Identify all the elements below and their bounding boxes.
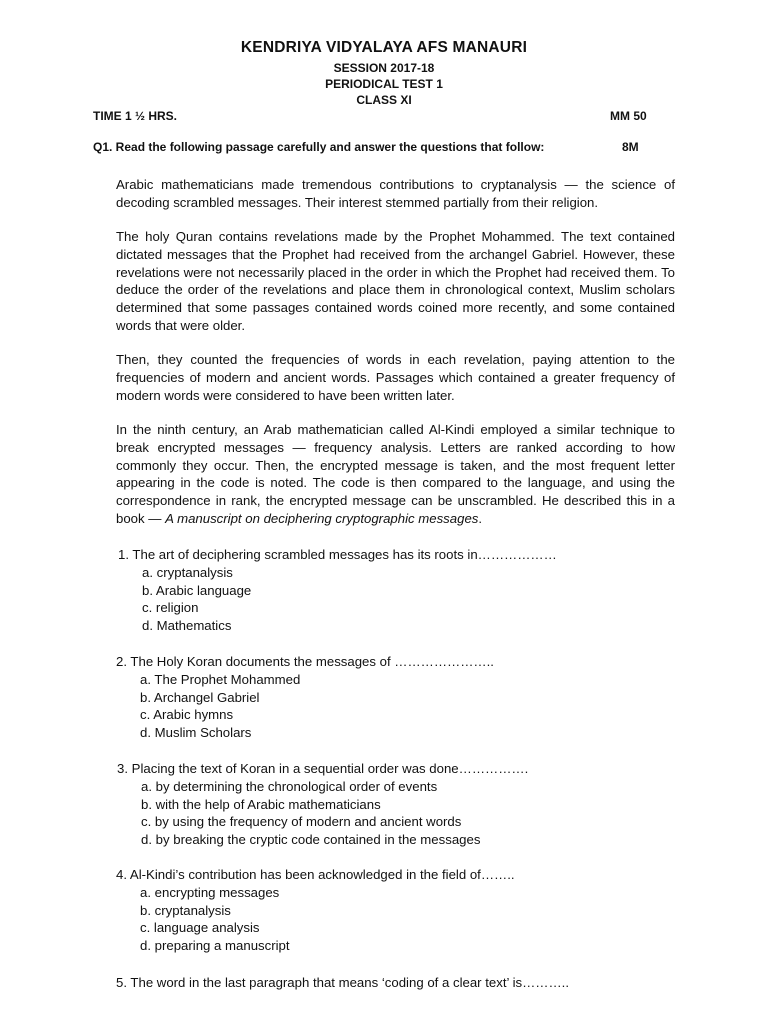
question-4-stem: 4. Al-Kindi’s contribution has been acknowledged in the field of……..	[116, 867, 515, 882]
question-3-option-d: d. by breaking the cryptic code contained in the messages	[141, 832, 481, 848]
question-2-option-d: d. Muslim Scholars	[140, 725, 252, 741]
question-3-option-c: c. by using the frequency of modern and ancient words	[141, 814, 462, 830]
time-allowed: TIME 1 ½ HRS.	[93, 109, 178, 123]
question-1	[118, 546, 557, 635]
manuscript-title: A manuscript on deciphering cryptographic messages	[165, 510, 479, 526]
question-2-stem: 2. The Holy Koran documents the messages of …………………..	[116, 654, 494, 669]
question-3	[117, 760, 528, 849]
passage-paragraph-2: The holy Quran contains revelations made by the Prophet Mohammed. The text contained dictated messages that the Prophet had received from the archangel Gabriel. However, these revelations were not necessarily placed in the order in which the Prophet had received them. To deduce the order of the revelations and place them in chronological context, Muslim scholars determined that some passages contained words coined more recently, and some contained words that were older.	[116, 229, 675, 333]
question-3-option-b: b. with the help of Arabic mathematicians	[141, 796, 381, 812]
question-3-options	[141, 778, 528, 849]
class-line: CLASS XI	[356, 93, 412, 107]
question-4-options	[140, 884, 515, 955]
question-4-option-b: b. cryptanalysis	[140, 902, 231, 918]
question-3-stem: 3. Placing the text of Koran in a sequential order was done…………….	[117, 761, 529, 776]
question-5-stem: 5. The word in the last paragraph that means ‘coding of a clear text’ is………..	[116, 975, 569, 990]
question-2	[116, 653, 494, 742]
question-2-option-b: b. Archangel Gabriel	[140, 689, 260, 705]
passage-paragraph-3: Then, they counted the frequencies of words in each revelation, paying attention to the frequencies of modern and ancient words. Passages which contained a greater frequency of modern words were considered to have been written later.	[116, 352, 675, 403]
question-3-option-a: a. by determining the chronological order of events	[141, 778, 438, 794]
question-4-option-d: d. preparing a manuscript	[140, 938, 290, 954]
question-1-option-d: d. Mathematics	[142, 618, 232, 634]
question-1-stem: 1. The art of deciphering scrambled messages has its roots in………………	[118, 547, 557, 562]
test-name: PERIODICAL TEST 1	[325, 77, 443, 91]
question-4-option-c: c. language analysis	[140, 920, 260, 936]
question-2-option-c: c. Arabic hymns	[140, 707, 234, 723]
q1-instruction: Q1. Read the following passage carefully and answer the questions that follow:	[93, 140, 545, 154]
question-1-option-b: b. Arabic language	[142, 582, 252, 598]
passage-paragraph-4-end: .	[478, 510, 483, 526]
passage-paragraph-4	[116, 421, 675, 528]
max-marks: MM 50	[610, 109, 647, 123]
question-4	[116, 866, 515, 955]
question-1-option-a: a. cryptanalysis	[142, 564, 233, 580]
passage-paragraph-4-text: In the ninth century, an Arab mathematician called Al-Kindi employed a similar technique to break encrypted messages — frequency analysis. Letters are ranked according to how commonly they occur. Then, the encrypted message is taken, and the most frequent letter appearing in the code is noted. The code is then compared to the language, and using the correspondence in rank, the encrypted message can be unscrambled. He described this in a book —	[116, 422, 675, 526]
question-1-options	[142, 564, 557, 635]
question-1-option-c: c. religion	[142, 600, 199, 616]
question-4-option-a: a. encrypting messages	[140, 884, 280, 900]
school-title: KENDRIYA VIDYALAYA AFS MANAURI	[240, 39, 528, 56]
question-2-option-a: a. The Prophet Mohammed	[140, 671, 301, 687]
question-2-options	[140, 671, 494, 742]
q1-marks: 8M	[622, 140, 639, 154]
session-line: SESSION 2017-18	[333, 61, 435, 75]
passage-paragraph-1: Arabic mathematicians made tremendous contributions to cryptanalysis — the science of decoding scrambled messages. Their interest stemmed partially from their religion.	[116, 177, 675, 210]
question-5	[116, 974, 569, 992]
